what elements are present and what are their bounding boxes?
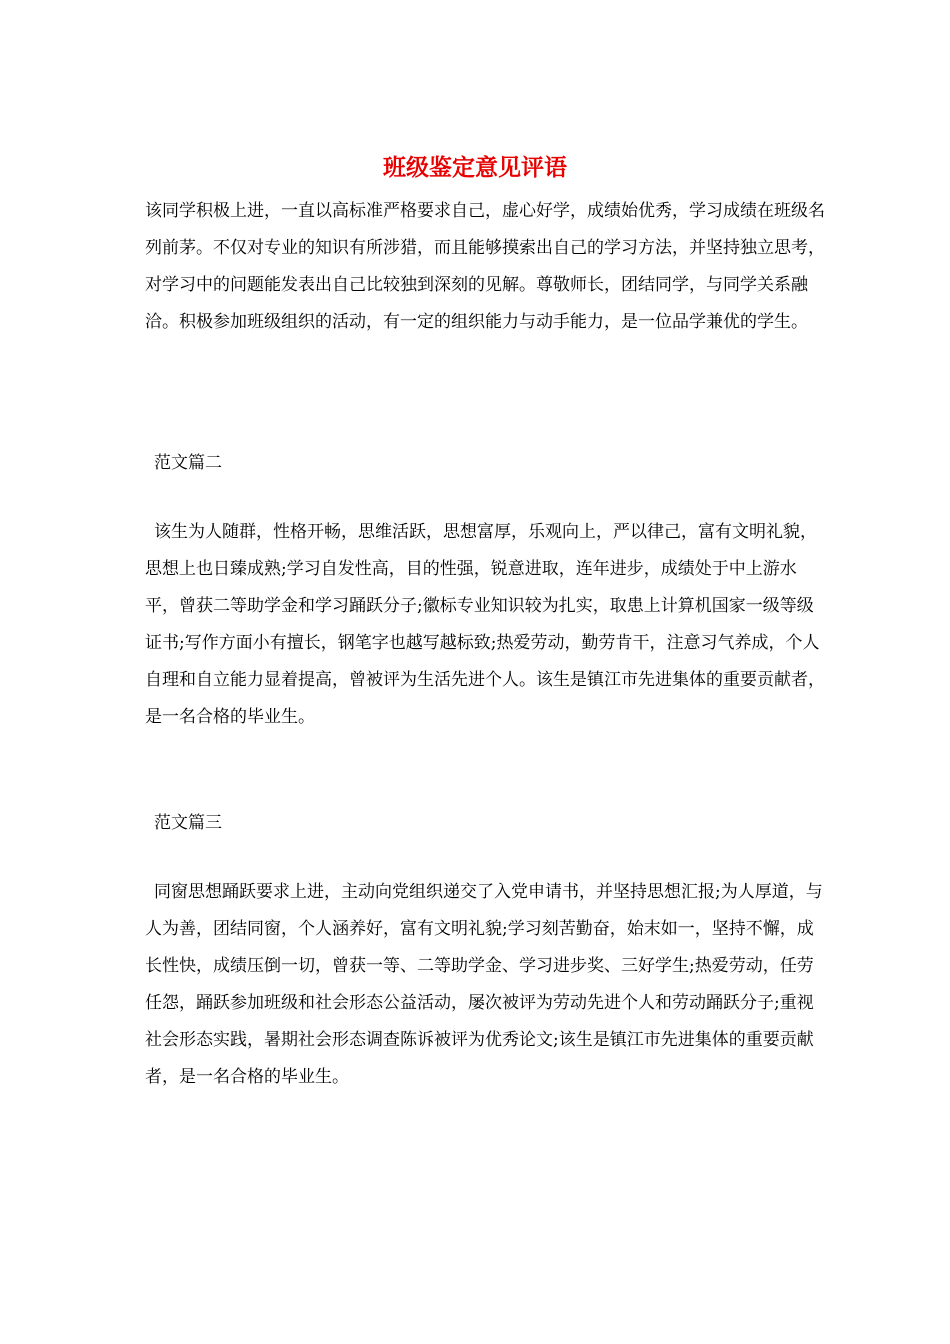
- section-1-body: 该同学积极上进，一直以高标准严格要求自己，虚心好学，成绩始优秀，学习成绩在班级名列前茅。不仅对专业的知识有所涉猎，而且能够摸索出自己的学习方法，并坚持独立思考，对学习中的问题能发表出自己比较独到深刻的见解。尊敬师长，团结同学，与同学关系融洽。积极参加班级组织的活动，有一定的组织能力与动手能力，是一位品学兼优的学生。: [145, 201, 825, 332]
- section-3-body: 同窗思想踊跃要求上进，主动向党组织递交了入党申请书，并坚持思想汇报;为人厚道，与人为善，团结同窗，个人涵养好，富有文明礼貌;学习刻苦勤奋，始末如一，坚持不懈，成长性快，成绩压倒一切，曾获一等、二等助学金、学习进步奖、三好学生;热爱劳动，任劳任怨，踊跃参加班级和社会形态公益活动，屡次被评为劳动先进个人和劳动踊跃分子;重视社会形态实践，暑期社会形态调查陈诉被评为优秀论文;该生是镇江市先进集体的重要贡献者，是一名合格的毕业生。: [145, 882, 823, 1087]
- section-3-heading: 范文篇三: [154, 813, 222, 833]
- section-2-heading: 范文篇二: [154, 453, 222, 473]
- section-2-body: 该生为人随群，性格开畅，思维活跃，思想富厚，乐观向上，严以律己，富有文明礼貌，思想上也日臻成熟;学习自发性高，目的性强，锐意进取，连年进步，成绩处于中上游水平，曾获二等助学金和学习踊跃分子;徽标专业知识较为扎实，取患上计算机国家一级等级证书;写作方面小有擅长，钢笔字也越写越标致;热爱劳动，勤劳肯干，注意习气养成，个人自理和自立能力显着提高，曾被评为生活先进个人。该生是镇江市先进集体的重要贡献者，是一名合格的毕业生。: [145, 522, 825, 727]
- document-title: 班级鉴定意见评语: [383, 154, 567, 181]
